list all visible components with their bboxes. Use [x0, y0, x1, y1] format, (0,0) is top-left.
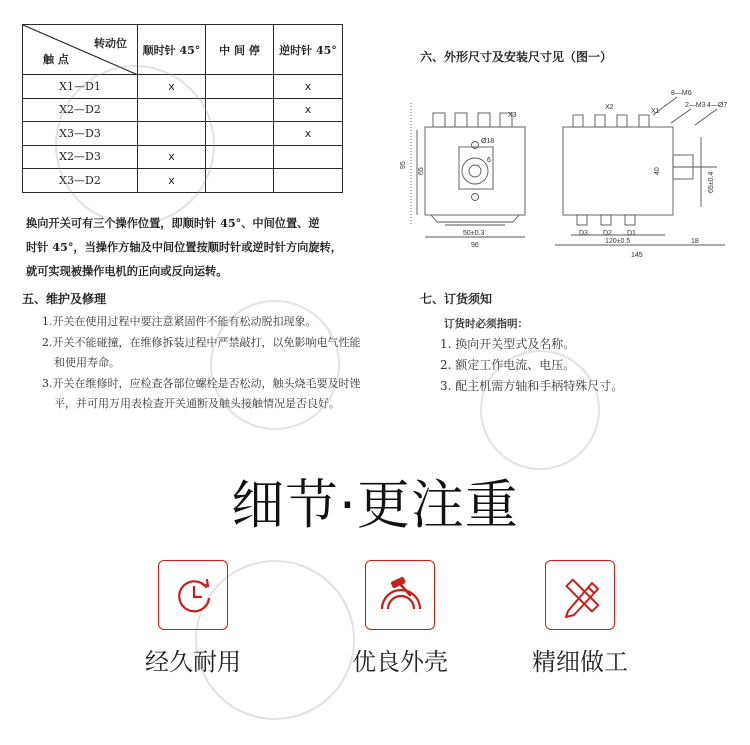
label-m6: 8—M6	[671, 90, 692, 97]
watermark-stamp	[210, 300, 340, 430]
cell-contact: X3—D3	[23, 122, 138, 146]
description-line: 就可实现被操作电机的正向或反向运转。	[26, 264, 228, 278]
table-header-row	[23, 25, 343, 75]
feature-shell	[320, 560, 480, 677]
label-shaft: 6	[487, 157, 491, 164]
cell-middle	[206, 145, 274, 169]
description-line: 换向开关可有三个操作位置，即顺时针 45°、中间位置、逆	[26, 216, 320, 230]
description-line: 时针 45°，当操作方轴及中间位置按顺时针或逆时针方向旋转，	[26, 240, 342, 254]
label-h65: 65	[418, 167, 425, 175]
front-view	[411, 103, 525, 237]
cell-contact: X1—D1	[23, 75, 138, 99]
label-d3: D3	[579, 230, 588, 237]
slogan-heading: 细节·更注重	[231, 475, 519, 536]
cell-clockwise: x	[138, 169, 206, 193]
order-item-3: 3. 配主机需方轴和手柄特殊尺寸。	[440, 379, 624, 393]
label-w96: 96	[471, 242, 479, 249]
cell-contact: X2—D2	[23, 98, 138, 122]
label-x1: X1	[651, 108, 660, 115]
label-h65b: 65±0.4	[708, 171, 715, 193]
label-d7: 4—Ø7	[707, 102, 728, 109]
label-x2: X2	[605, 104, 614, 111]
label-h95: 95	[400, 161, 407, 169]
label-d2: D2	[603, 230, 612, 237]
label-w120: 120±0.5	[605, 238, 631, 245]
cell-middle	[206, 75, 274, 99]
cell-counter: x	[274, 122, 343, 146]
operation-description	[26, 211, 368, 283]
feature-craft	[500, 560, 660, 677]
cell-middle	[206, 98, 274, 122]
order-item-2: 2. 额定工作电流、电压。	[440, 358, 576, 372]
col-header-middle: 中 间 停	[206, 25, 274, 75]
label-d1: D1	[627, 230, 636, 237]
maintenance-item-3: 3.开关在维修时，应检查各部位螺栓是否松动，触头烧毛要及时锉	[42, 376, 361, 390]
corner-label-contact: 触 点	[43, 53, 69, 66]
maintenance-item-2-cont: 和使用寿命。	[54, 356, 120, 369]
pencil-ruler-icon	[545, 560, 615, 630]
side-view	[555, 97, 728, 245]
label-w145: 145	[631, 252, 643, 259]
cell-counter: x	[274, 98, 343, 122]
cell-counter	[274, 169, 343, 193]
clock-refresh-icon	[158, 560, 228, 630]
section5-title: 五、维护及修理	[22, 292, 107, 306]
col-header-clockwise: 顺时针 45°	[138, 25, 206, 75]
feature-durable	[113, 560, 273, 677]
cell-contact: X2—D3	[23, 145, 138, 169]
section6-title: 六、外形尺寸及安装尺寸见（图一）	[420, 50, 613, 64]
col-header-counter: 逆时针 45°	[274, 25, 343, 75]
cell-clockwise: x	[138, 145, 206, 169]
maintenance-item-2: 2.开关不能碰撞，在维修拆装过程中严禁敲打，以免影响电气性能	[42, 335, 361, 349]
label-m3: 2—M3	[685, 102, 706, 109]
cell-clockwise: x	[138, 75, 206, 99]
feature-label: 优良外壳	[352, 648, 448, 676]
label-h40: 40	[654, 167, 661, 175]
order-subtitle: 订货时必须指明：	[444, 318, 528, 330]
feature-label: 经久耐用	[145, 648, 241, 676]
corner-label-position: 转动位	[94, 37, 127, 50]
section7-title: 七、订货须知	[420, 292, 493, 306]
watermark-stamp	[55, 65, 215, 225]
label-x3: X3	[508, 112, 517, 119]
feature-label: 精细做工	[532, 648, 628, 676]
label-w50: 50±0.3	[463, 230, 485, 237]
order-item-1: 1. 换向开关型式及名称。	[440, 337, 576, 351]
maintenance-item-3-cont: 平，并可用万用表检查开关通断及触头接触情况是否良好。	[54, 397, 340, 410]
hammer-arc-icon	[365, 560, 435, 630]
watermark-stamp	[480, 350, 600, 470]
cell-counter	[274, 145, 343, 169]
dimension-drawing	[395, 85, 735, 265]
cell-middle	[206, 122, 274, 146]
maintenance-item-1: 1.开关在使用过程中要注意紧固件不能有松动脱扣现象。	[42, 315, 317, 328]
cell-counter: x	[274, 75, 343, 99]
label-hole: Ø18	[481, 138, 495, 145]
cell-contact: X3—D2	[23, 169, 138, 193]
label-w18: 18	[691, 238, 699, 245]
cell-middle	[206, 169, 274, 193]
